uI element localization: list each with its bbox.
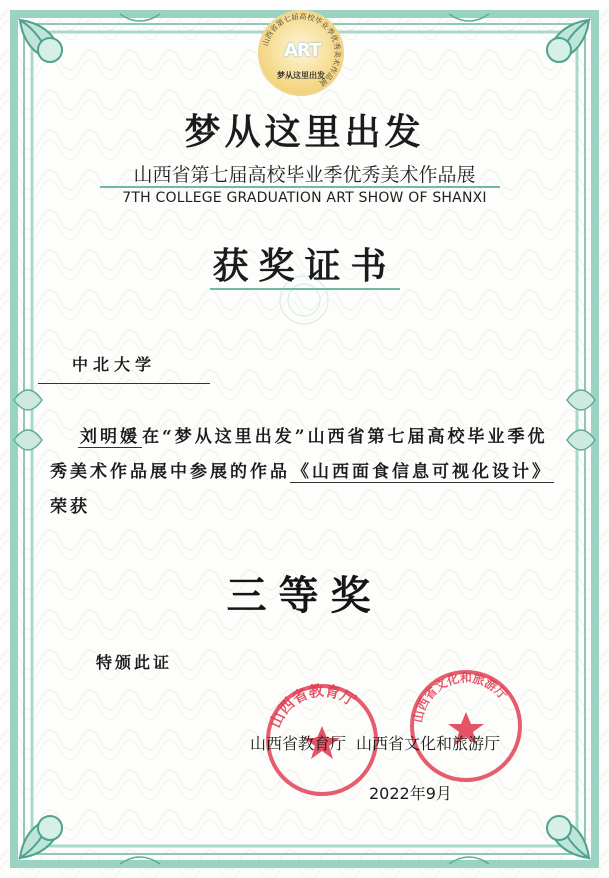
exhibition-logo [258, 10, 344, 96]
issuing-authorities [250, 731, 510, 754]
exhibition-divider [100, 186, 500, 188]
work-title: 《山西面食信息可视化设计》 [292, 462, 552, 482]
event-quote: “梦从这里出发” [162, 427, 308, 447]
certificate-title: 获奖证书 [212, 245, 397, 287]
hereby-certify: 特颁此证 [96, 653, 173, 672]
seal-2-text: 山西省文化和旅游厅 [410, 670, 511, 724]
exhibition-name: 山西省第七届高校毕业季优秀美术作品展 [133, 164, 476, 186]
body-text-middle: 山西省第七届高校毕业季优秀美术作品展中参展的作品 [50, 427, 548, 482]
certificate-body [50, 420, 560, 525]
issue-date: 2022年9月 [369, 784, 452, 803]
recipient-name: 刘明媛 [80, 427, 140, 447]
school-underline [38, 383, 210, 384]
logo-mark: ART [284, 40, 321, 61]
svg-text:山西省文化和旅游厅 [411, 670, 511, 724]
body-text-won: 荣获 [50, 497, 90, 517]
school-name: 中北大学 [72, 355, 157, 374]
slogan-title: 梦从这里出发 [184, 111, 425, 153]
exhibition-name-english: 7TH COLLEGE GRADUATION ART SHOW OF SHANXI [122, 190, 487, 206]
logo-bottom-text: 梦从这里出发 [277, 70, 325, 80]
issuer-culture-tourism: 山西省文化和旅游厅 [356, 734, 501, 753]
title-divider [210, 288, 400, 290]
body-text-in: 在 [142, 427, 162, 447]
logo-ring-text: 山西省第七届高校毕业季优秀美术作品展 [260, 11, 343, 88]
seal-1-text: 山西省教育厅 [266, 681, 360, 731]
issuer-education: 山西省教育厅 [250, 734, 347, 753]
culture-tourism-seal-icon [406, 666, 526, 786]
svg-text:山西省教育厅 [266, 681, 359, 730]
award-level: 三等奖 [226, 572, 383, 619]
